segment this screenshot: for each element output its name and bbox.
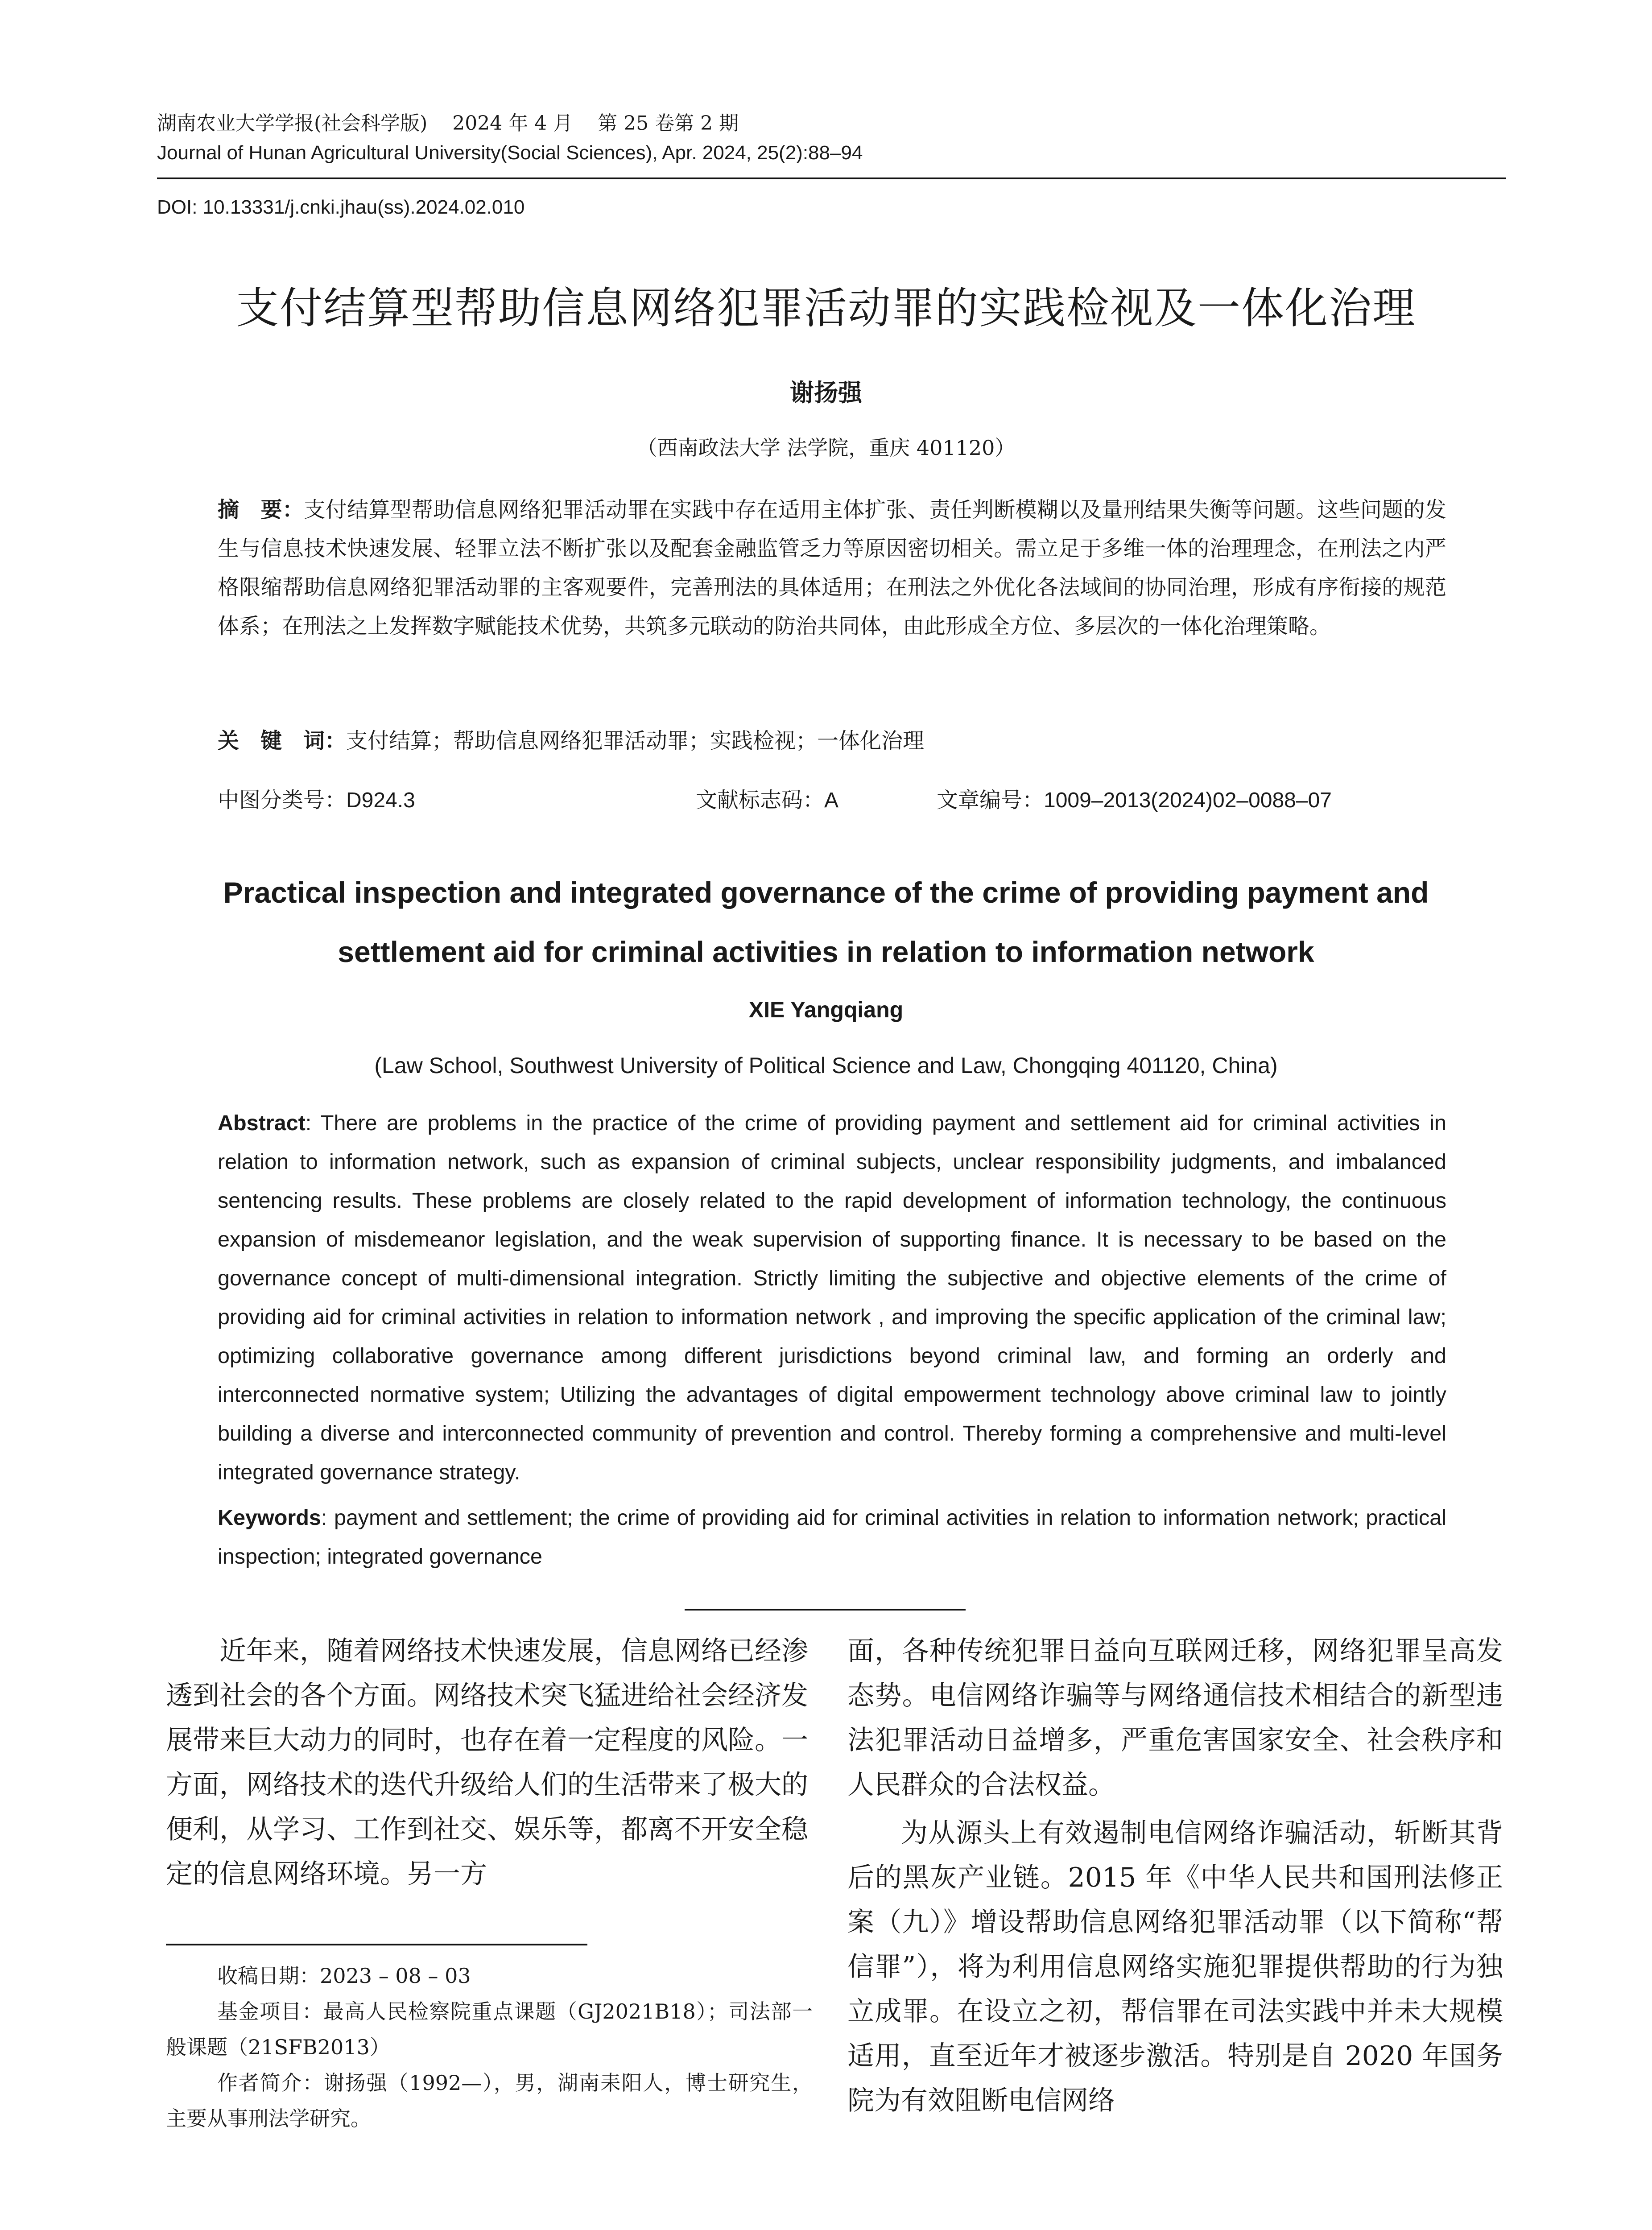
document-code: 文献标志码：A [696,789,839,812]
article-number: 文章编号：1009–2013(2024)02–0088–07 [937,789,1332,812]
abstract-cn [218,491,1446,646]
article-title-en: Practical inspection and integrated governance of the crime of providing payment and settlement aid for criminal activities in relation to information network [223,876,1429,968]
header-rule [157,178,1506,179]
keywords-cn [218,723,1446,754]
keywords-en-label: Keywords [218,1506,321,1530]
footnote-received: 收稿日期：2023 – 08 – 03 [217,1964,471,1988]
body-column-left [166,1629,808,1900]
article-title-cn: 支付结算型帮助信息网络犯罪活动罪的实践检视及一体化治理 [236,285,1416,332]
abstract-en-label: Abstract [218,1111,306,1135]
author-cn: 谢扬强 [790,380,862,406]
abstract-en-text: : There are problems in the practice of the crime of providing payment and settlement aid for criminal activities in relation to information network, such as expansion of criminal subjects, unclear responsibility judgments, and imbalanced sentencing results. These problems are closely related to the rapid development of information technology, the continuous expansion of misdemeanor legislation, and the weak supervision of supporting finance. It is necessary to be based on the governance concept of multi-dimensional integration. Strictly limiting the subjective and objective elements of the crime of providing aid for criminal activities in relation to information network , and improving the specific application of the criminal law; optimizing collaborative governance among different jurisdictions beyond criminal law, and forming an orderly and interconnected normative system; Utilizing the advantages of digital empowerment technology above criminal law to jointly building a diverse and interconnected community of prevention and control. Thereby forming a comprehensive and multi-level integrated governance strategy. [218,1111,1446,1484]
keywords-cn-label: 关 键 词： [218,729,347,753]
abstract-cn-label: 摘 要： [218,498,304,522]
abstract-cn-text: 支付结算型帮助信息网络犯罪活动罪在实践中存在适用主体扩张、责任判断模糊以及量刑结果失衡等问题。这些问题的发生与信息技术快速发展、轻罪立法不断扩张以及配套金融监管乏力等原因密切相关。需立足于多维一体的治理理念，在刑法之内严格限缩帮助信息网络犯罪活动罪的主客观要件，完善刑法的具体适用；在刑法之外优化各法域间的协同治理，形成有序衔接的规范体系；在刑法之上发挥数字赋能技术优势，共筑多元联动的防治共同体，由此形成全方位、多层次的一体化治理策略。 [218,497,1446,639]
body-paragraph: 面，各种传统犯罪日益向互联网迁移，网络犯罪呈高发态势。电信网络诈骗等与网络通信技术相结合的新型违法犯罪活动日益增多，严重危害国家安全、社会秩序和人民群众的合法权益。 [847,1635,1503,1801]
doi: DOI: 10.13331/j.cnki.jhau(ss).2024.02.010 [157,196,525,218]
affiliation-cn: （西南政法大学 法学院，重庆 401120） [636,436,1016,460]
body-paragraph: 近年来，随着网络技术快速发展，信息网络已经渗透到社会的各个方面。网络技术突飞猛进给社会经济发展带来巨大动力的同时，也存在着一定程度的风险。一方面，网络技术的迭代升级给人们的生活带来了极大的便利，从学习、工作到社交、娱乐等，都离不开安全稳定的信息网络环境。另一方 [166,1635,808,1890]
body-paragraph: 为从源头上有效遏制电信网络诈骗活动，斩断其背后的黑灰产业链。2015 年《中华人民共和国刑法修正案（九）》增设帮助信息网络犯罪活动罪（以下简称“帮信罪”），将为利用信息网络实施犯罪提供帮助的行为独立成罪。在设立之初，帮信罪在司法实践中并未大规模适用，直至近年才被逐步激活。特别是自 2020 年国务院为有效阻断电信网络 [847,1817,1503,2116]
footnote-author-bio: 作者简介：谢扬强（1992—），男，湖南耒阳人，博士研究生，主要从事刑法学研究。 [166,2071,813,2131]
affiliation-en: (Law School, Southwest University of Political Science and Law, Chongqing 401120, China) [374,1053,1278,1078]
journal-header-cn: 湖南农业大学学报(社会科学版) 2024 年 4 月 第 25 卷第 2 期 [157,112,739,135]
clc-number: 中图分类号：D924.3 [218,789,415,812]
footnote-fund: 基金项目：最高人民检察院重点课题（GJ2021B18）；司法部一般课题（21SFB2013） [166,1999,813,2059]
footnote-rule [166,1944,587,1945]
keywords-en [218,1499,1446,1576]
body-column-right [847,1629,1503,2127]
keywords-cn-text: 支付结算；帮助信息网络犯罪活动罪；实践检视；一体化治理 [346,728,925,753]
keywords-en-text: : payment and settlement; the crime of providing aid for criminal activities in relation to information network; practical inspection; integrated governance [218,1506,1446,1569]
footnote [166,1958,813,2136]
section-divider [685,1609,966,1611]
abstract-en [218,1104,1446,1492]
author-en: XIE Yangqiang [748,997,904,1022]
journal-header-en: Journal of Hunan Agricultural University(Social Sciences), Apr. 2024, 25(2):88–94 [157,142,863,164]
